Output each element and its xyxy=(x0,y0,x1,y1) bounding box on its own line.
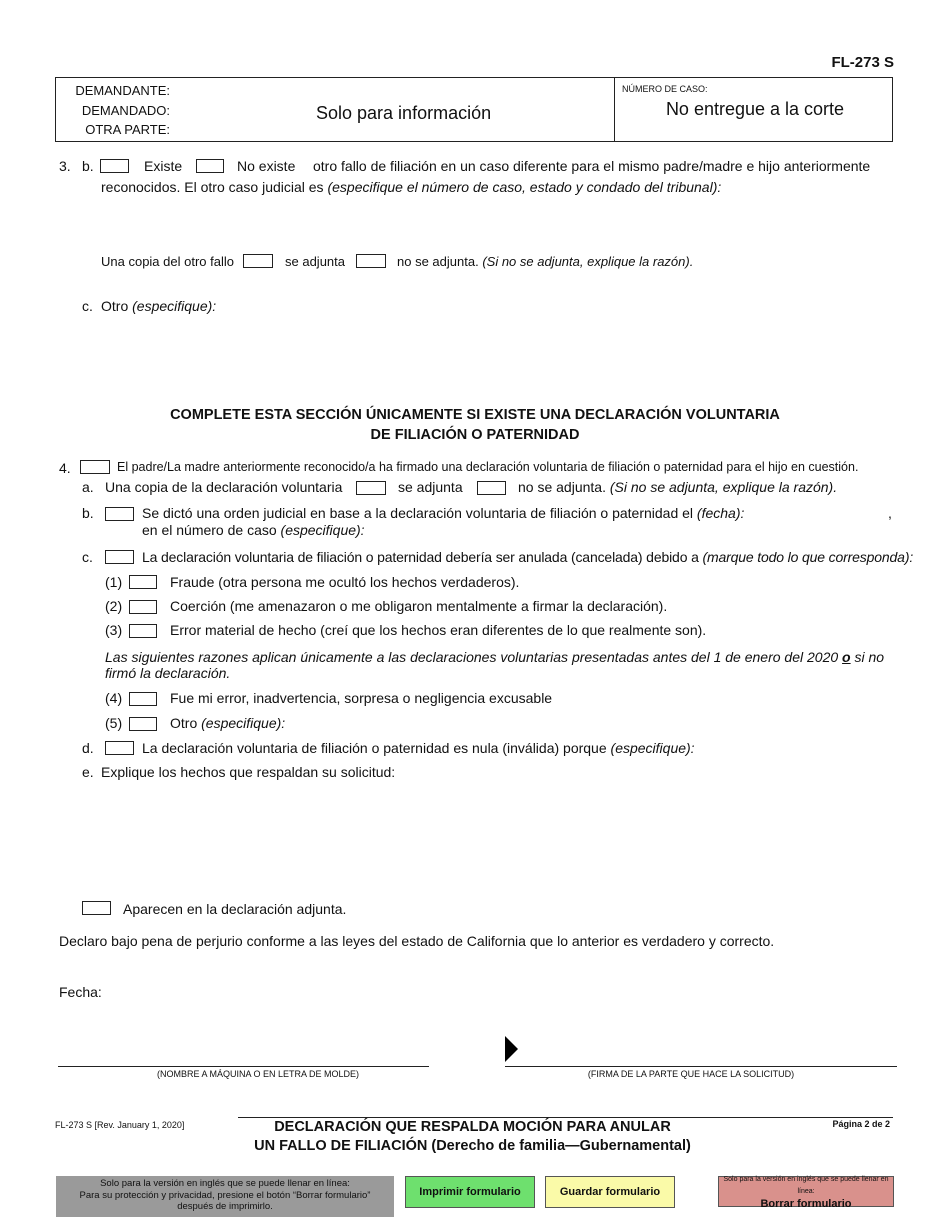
item-4d-text: La declaración voluntaria de filiación o paternidad es nula (inválida) porque (especifique): xyxy=(142,740,695,756)
name-line xyxy=(58,1066,429,1067)
clear-form-button[interactable]: Solo para la versión en inglés que se puede llenar en línea: Borrar formulario xyxy=(718,1176,894,1207)
print-form-button[interactable]: Imprimir formulario xyxy=(405,1176,535,1208)
signature-arrow-icon xyxy=(505,1036,518,1062)
decl-copy-not-attached-checkbox[interactable] xyxy=(477,481,506,495)
decl-copy-attached-label: se adjunta xyxy=(398,479,463,495)
item-4b-letter: b. xyxy=(82,505,94,521)
copy-attached-label: se adjunta xyxy=(285,254,345,269)
reason-1-number: (1) xyxy=(105,574,123,590)
pre-2020-note-line2: firmó la declaración. xyxy=(105,665,231,681)
void-declaration-checkbox[interactable] xyxy=(105,741,134,755)
pre-2020-note: Las siguientes razones aplican únicamente a las declaraciones voluntarias presentadas antes del 1 de enero del 2020 o si no xyxy=(105,649,885,665)
item-3c-letter: c. xyxy=(82,298,93,314)
item-4b-text: Se dictó una orden judicial en base a la declaración voluntaria de filiación o paternidad el (fecha): xyxy=(142,505,745,521)
item-3c-text: Otro (especifique): xyxy=(101,298,217,314)
court-order-checkbox[interactable] xyxy=(105,507,134,521)
date-label: Fecha: xyxy=(59,984,102,1000)
signature-caption: (FIRMA DE LA PARTE QUE HACE LA SOLICITUD) xyxy=(587,1069,795,1079)
signature-line xyxy=(505,1066,897,1067)
should-be-rescinded-checkbox[interactable] xyxy=(105,550,134,564)
item-4c-text: La declaración voluntaria de filiación o paternidad debería ser anulada (cancelada) debido a (marque todo lo que corresponda): xyxy=(142,549,914,565)
item-4e-text: Explique los hechos que respaldan su solicitud: xyxy=(101,764,396,780)
copy-not-attached-checkbox[interactable] xyxy=(356,254,386,268)
item-4e-letter: e. xyxy=(82,764,94,780)
decl-copy-not-attached-label: no se adjunta. (Si no se adjunta, explique la razón). xyxy=(518,479,838,495)
reason-5-checkbox[interactable] xyxy=(129,717,157,731)
item-3-number: 3. xyxy=(59,158,71,174)
reason-4-number: (4) xyxy=(105,690,123,706)
reason-5-text: Otro (especifique): xyxy=(170,715,286,731)
copy-other-ruling-label: Una copia del otro fallo xyxy=(101,254,234,269)
form-revision: FL-273 S [Rev. January 1, 2020] xyxy=(55,1120,185,1130)
not-exists-label: No existe xyxy=(237,158,296,174)
item-4b-comma: , xyxy=(888,505,892,521)
perjury-statement: Declaro bajo pena de perjurio conforme a las leyes del estado de California que lo anterior es verdadero y correcto. xyxy=(59,933,775,949)
reason-1-checkbox[interactable] xyxy=(129,575,157,589)
item-3b-letter: b. xyxy=(82,158,94,174)
respondent-label: DEMANDADO: xyxy=(81,103,170,118)
info-only-text: Solo para información xyxy=(316,103,492,123)
item-4a-letter: a. xyxy=(82,479,94,495)
caption-box xyxy=(55,77,893,142)
item-4b-line2: en el número de caso (especifique): xyxy=(142,522,365,538)
exists-label: Existe xyxy=(144,158,183,174)
reason-5-number: (5) xyxy=(105,715,123,731)
item-4-number: 4. xyxy=(59,460,71,476)
reason-2-checkbox[interactable] xyxy=(129,600,157,614)
vol-declaration-signed-checkbox[interactable] xyxy=(80,460,110,474)
petitioner-label: DEMANDANTE: xyxy=(75,83,170,98)
form-number: FL-273 S xyxy=(831,54,894,71)
case-number-label: NÚMERO DE CASO: xyxy=(622,84,708,94)
item-3b-text-line2: reconocidos. El otro caso judicial es (especifique el número de caso, estado y condado del tribunal): xyxy=(101,179,722,195)
name-caption: (NOMBRE A MÁQUINA O EN LETRA DE MOLDE) xyxy=(156,1069,360,1079)
item-4a-text: Una copia de la declaración voluntaria xyxy=(105,479,343,495)
exists-checkbox[interactable] xyxy=(100,159,129,173)
item-3b-text: otro fallo de filiación en un caso diferente para el mismo padre/madre e hijo anteriormente xyxy=(313,158,871,174)
reason-4-text: Fue mi error, inadvertencia, sorpresa o negligencia excusable xyxy=(170,690,553,706)
privacy-notice: Solo para la versión en inglés que se puede llenar en línea: Para su protección y privacidad, presione el botón “Borrar formulario” después de imprimirlo. xyxy=(56,1176,394,1217)
page-number: Página 2 de 2 xyxy=(832,1119,890,1129)
reason-1-text: Fraude (otra persona me ocultó los hechos verdaderos). xyxy=(170,574,520,590)
reason-3-number: (3) xyxy=(105,622,123,638)
reason-3-checkbox[interactable] xyxy=(129,624,157,638)
reason-4-checkbox[interactable] xyxy=(129,692,157,706)
other-party-label: OTRA PARTE: xyxy=(85,122,170,137)
copy-not-attached-label: no se adjunta. (Si no se adjunta, explique la razón). xyxy=(397,254,694,269)
save-form-button[interactable]: Guardar formulario xyxy=(545,1176,675,1208)
reason-3-text: Error material de hecho (creí que los hechos eran diferentes de lo que realmente son). xyxy=(170,622,707,638)
reason-2-number: (2) xyxy=(105,598,123,614)
item-4c-letter: c. xyxy=(82,549,93,565)
decl-copy-attached-checkbox[interactable] xyxy=(356,481,386,495)
form-title: DECLARACIÓN QUE RESPALDA MOCIÓN PARA ANULAR UN FALLO DE FILIACIÓN (Derecho de familia—Gubernamental) xyxy=(254,1119,691,1154)
attached-declaration-label: Aparecen en la declaración adjunta. xyxy=(123,901,347,917)
item-4-text: El padre/La madre anteriormente reconocido/a ha firmado una declaración voluntaria de filiación o paternidad para el hijo en cuestión. xyxy=(117,460,859,474)
reason-2-text: Coerción (me amenazaron o me obligaron mentalmente a firmar la declaración). xyxy=(170,598,668,614)
section-heading: COMPLETE ESTA SECCIÓN ÚNICAMENTE SI EXISTE UNA DECLARACIÓN VOLUNTARIA DE FILIACIÓN O PATERNIDAD xyxy=(170,407,780,443)
item-4d-letter: d. xyxy=(82,740,94,756)
attached-declaration-checkbox[interactable] xyxy=(82,901,111,915)
not-exists-checkbox[interactable] xyxy=(196,159,224,173)
case-number-value: No entregue a la corte xyxy=(665,99,845,119)
copy-attached-checkbox[interactable] xyxy=(243,254,273,268)
